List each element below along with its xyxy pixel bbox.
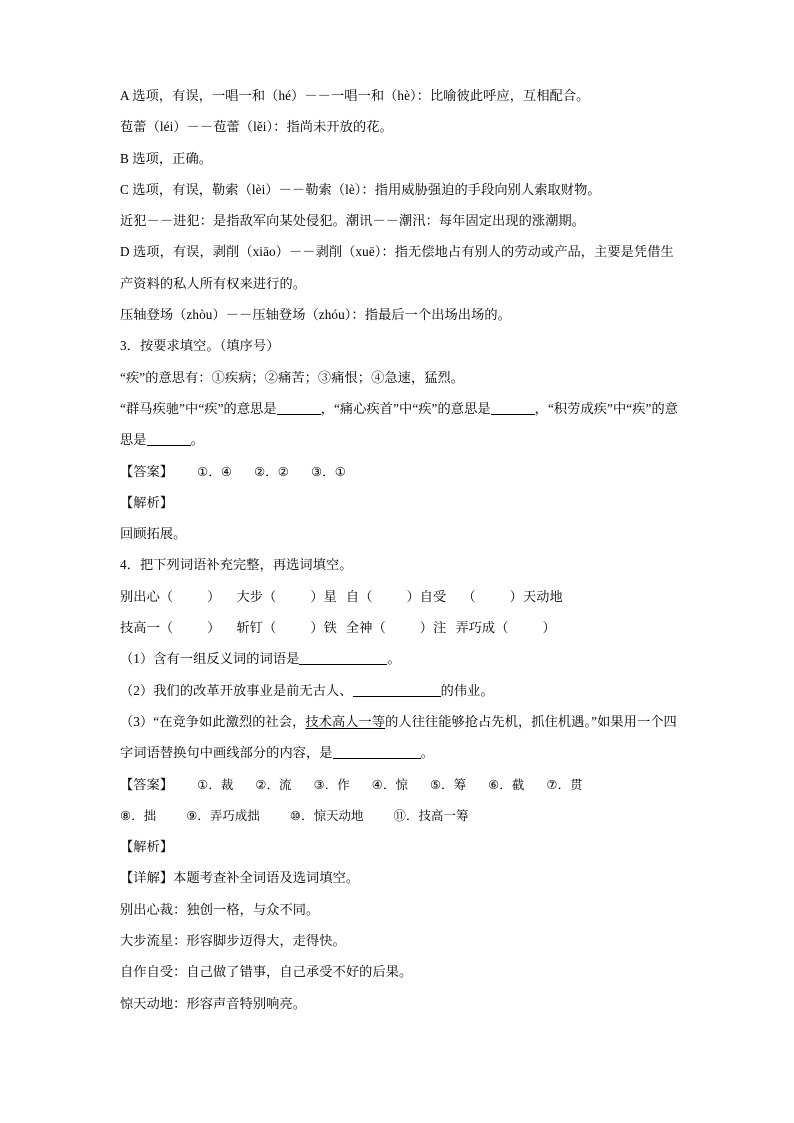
question-4-sub-3 [120, 706, 682, 769]
word-1-prefix: 别出心（ [120, 588, 174, 604]
question-3-meanings: “疾”的意思有：①疾病；②痛苦；③痛恨；④急速，猛烈。 [120, 369, 465, 385]
q4-answer-item-1: ①．裁 [197, 776, 234, 792]
question-4-answer-row-1 [120, 769, 682, 800]
q4-answer-item-9: ⑨．弄巧成拙 [186, 807, 260, 823]
question-3-fill-sentence [120, 393, 682, 456]
document-content [120, 80, 682, 1019]
q3-answer-item-3: ③．① [311, 463, 346, 479]
q4-sub1-text: （1）含有一组反义词的词语是 [120, 651, 300, 667]
explanation-line-d-option: D 选项，有误，剥削（xiāo）－－剥削（xuē）：指无偿地占有别人的劳动或产品，主要是凭借生产资料的私人所有权来进行的。 [120, 244, 674, 291]
q4-sub1-end: 。 [387, 651, 401, 667]
q4-answer-item-10: ⑩．惊天动地 [289, 807, 364, 823]
q4-sub3-underlined-phrase: 技术高人一等 [305, 713, 386, 729]
q4-sub3-text-b: 的人往往能够抢占先机，抓住机遇。”如果用一个四字词语替换句中画线部分的内容，是 [120, 713, 677, 761]
q4-sub2-text-b: 的伟业。 [440, 682, 494, 698]
q4-sub3-blank[interactable] [333, 745, 421, 759]
question-4-word-row-2 [120, 612, 682, 643]
q3-blank-1[interactable] [277, 401, 321, 415]
idiom-definition-4: 惊天动地：形容声音特别响亮。 [120, 995, 307, 1011]
q4-sub3-text-a: （3）“在竞争如此激烈的社会， [120, 713, 306, 729]
word-2-suffix: ）星 [310, 588, 337, 604]
word-6-prefix: 斩钉（ [236, 620, 277, 636]
question-3-stem: 3．按要求填空。（填序号） [120, 338, 280, 354]
question-3-answer-row [120, 456, 682, 487]
question-4-stem: 4．把下列词语补充完整，再选词填空。 [120, 557, 353, 573]
word-4-suffix: ）天动地 [509, 588, 563, 604]
word-8-prefix: 弄巧成（ [455, 620, 509, 636]
q4-answer-item-2: ②．流 [255, 776, 292, 792]
q4-answer-item-3: ③．作 [313, 776, 350, 792]
word-1-suffix: ） [207, 588, 221, 604]
word-3-suffix: ）自受 [406, 588, 447, 604]
q3-blank-2[interactable] [491, 401, 535, 415]
explanation-line-baolei: 苞蕾（léi）－－苞蕾（lěi）：指尚未开放的花。 [120, 119, 393, 135]
word-3-prefix: 自（ [345, 588, 373, 604]
q3-fill-part-c: ，“积劳成疾”中“疾”的意思是 [120, 400, 679, 448]
idiom-definition-3: 自作自受：自己做了错事，自己承受不好的后果。 [120, 964, 413, 980]
q4-answer-item-6: ⑥．截 [488, 776, 525, 792]
idiom-definition-2: 大步流星：形容脚步迈得大，走得快。 [120, 933, 346, 949]
explanation-line-yazhou: 压轴登场（zhòu）－－压轴登场（zhóu）：指最后一个出场出场的。 [120, 307, 511, 323]
q3-answer-item-2: ②．② [254, 463, 289, 479]
explanation-line-b-option: B 选项，正确。 [120, 150, 213, 166]
question-4-detail-line [120, 862, 682, 893]
q4-answer-item-11: ⑪．技高一筹 [393, 807, 469, 823]
detail-text: 本题考查补全词语及选词填空。 [173, 870, 360, 886]
q4-sub1-blank[interactable] [299, 651, 387, 665]
explanation-line-c-option: C 选项，有误，勒索（lèi）－－勒索（lè）：指用威胁强迫的手段向别人索取财物。 [120, 181, 601, 197]
answer-label: 【答案】 [120, 776, 174, 792]
q4-answer-item-5: ⑤．筹 [429, 776, 467, 792]
question-4-analysis-label: 【解析】 [120, 839, 174, 855]
q3-blank-3[interactable] [147, 432, 191, 446]
idiom-definition-1: 别出心裁：独创一格，与众不同。 [120, 901, 320, 917]
word-5-suffix: ） [207, 620, 221, 636]
q3-answer-item-1: ①．④ [197, 463, 233, 479]
word-7-suffix: ）注 [419, 620, 447, 636]
word-7-prefix: 全神（ [345, 620, 386, 636]
explanation-line-a-option: A 选项，有误，一唱一和（hé）－－一唱一和（hè）：比喻彼此呼应，互相配合。 [120, 88, 590, 103]
question-4-word-row-1 [120, 581, 682, 612]
q4-answer-item-8: ⑧．拙 [120, 807, 157, 823]
q4-answer-item-7: ⑦．贯 [546, 776, 583, 792]
explanation-line-jinfan: 近犯－－进犯：是指敌军向某处侵犯。潮讯－－潮汛：每年固定出现的涨潮期。 [120, 213, 586, 229]
question-4-answer-row-2 [120, 800, 682, 831]
word-8-suffix: ） [542, 620, 556, 636]
question-3-analysis-text: 回顾拓展。 [120, 526, 187, 542]
q4-sub3-end: 。 [420, 745, 434, 761]
q3-fill-part-b: ，“痛心疾首”中“疾”的意思是 [320, 400, 491, 416]
q4-answer-item-4: ④．惊 [371, 776, 408, 792]
q3-fill-end: 。 [190, 432, 204, 448]
q3-fill-part-a: “群马疾驰”中“疾”的意思是 [120, 400, 277, 416]
detail-label: 【详解】 [120, 870, 174, 886]
question-4-sub-1 [120, 643, 682, 674]
word-6-suffix: ）铁 [310, 620, 337, 636]
word-2-prefix: 大步（ [236, 588, 277, 604]
word-5-prefix: 技高一（ [120, 620, 174, 636]
word-4-prefix: （ [462, 588, 476, 604]
question-3-analysis-label: 【解析】 [120, 494, 174, 510]
answer-label: 【答案】 [120, 463, 174, 479]
question-4-sub-2 [120, 675, 682, 706]
q4-sub2-text-a: （2）我们的改革开放事业是前无古人、 [120, 682, 353, 698]
q4-sub2-blank[interactable] [353, 683, 441, 697]
